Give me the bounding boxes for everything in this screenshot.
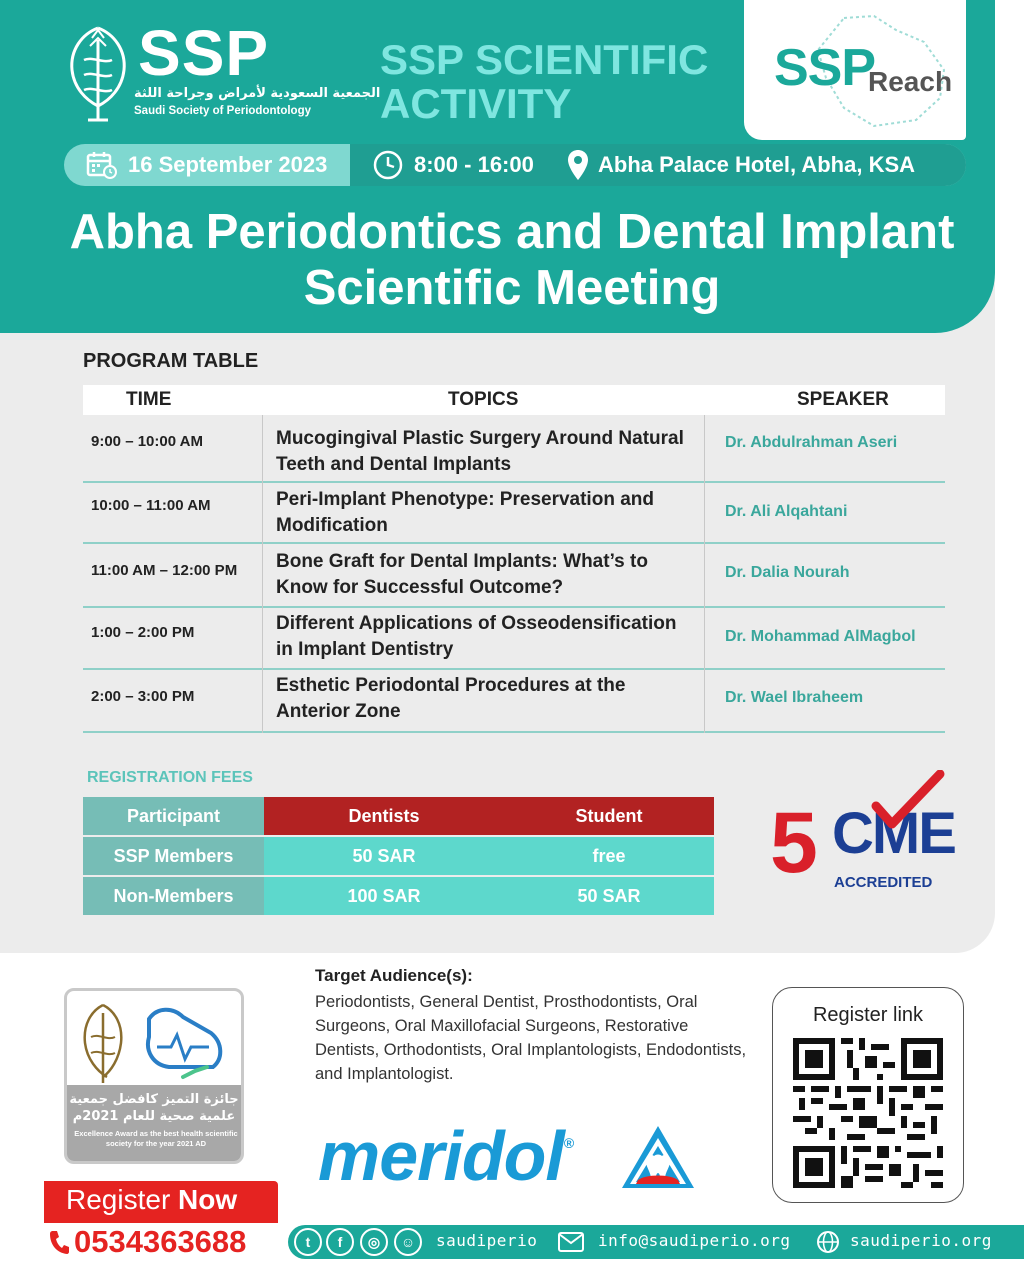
ssp-logo: [62, 17, 381, 135]
ssp-emblem-icon: [62, 20, 134, 130]
cme-word: CME: [832, 801, 955, 866]
header-time: TIME: [126, 389, 172, 410]
event-title: Abha Periodontics and Dental Implant Scientific Meeting: [69, 205, 955, 315]
table-row: [83, 544, 945, 608]
ssp-reach-logo: [744, 0, 966, 140]
row-time: 2:00 – 3:00 PM: [91, 688, 195, 705]
fee-header-student: Student: [504, 797, 714, 835]
phone-icon: [48, 1229, 70, 1255]
award-arabic: جائزة التميز كافضل جمعية علمية صحية للعام 2021م: [69, 1092, 239, 1124]
location-pin-icon: [566, 148, 590, 182]
award-logos-icon: [73, 997, 237, 1085]
row-topic: Different Applications of Osseodensification in Implant Dentistry: [276, 613, 677, 660]
tooth-triangle-icon: [620, 1124, 696, 1190]
registration-fees-label: REGISTRATION FEES: [87, 769, 253, 786]
fee-dentists: 50 SAR: [264, 837, 504, 875]
mail-icon: [558, 1232, 584, 1252]
row-speaker: Dr. Abdulrahman Aseri: [725, 434, 898, 451]
register-qr-box[interactable]: [772, 987, 964, 1203]
snapchat-icon[interactable]: ☺: [394, 1228, 422, 1256]
row-speaker: Dr. Mohammad AlMagbol: [725, 628, 916, 645]
row-topic: Peri-Implant Phenotype: Preservation and Modification: [276, 489, 654, 536]
row-speaker: Dr. Wael Ibraheem: [725, 689, 864, 706]
program-table: [83, 385, 945, 733]
row-time: 9:00 – 10:00 AM: [91, 433, 204, 450]
fee-participant: Non-Members: [83, 877, 264, 915]
fee-participant: SSP Members: [83, 837, 264, 875]
excellence-award-badge: [64, 988, 244, 1164]
fee-student: free: [504, 837, 714, 875]
website-link[interactable]: saudiperio.org: [850, 1231, 992, 1250]
phone-text: 0534363688: [74, 1224, 247, 1259]
target-audience-title: Target Audience(s):: [315, 966, 473, 985]
table-row: [83, 670, 945, 733]
email-link[interactable]: info@saudiperio.org: [598, 1231, 791, 1250]
fee-header-dentists: Dentists: [264, 797, 504, 835]
checkmark-icon: [870, 770, 946, 836]
row-time: 10:00 – 11:00 AM: [91, 497, 211, 514]
instagram-icon[interactable]: ◎: [360, 1228, 388, 1256]
ssp-english-name: Saudi Society of Periodontology: [134, 105, 311, 117]
fee-header-row: [83, 797, 714, 837]
register-now-label: [66, 1184, 237, 1216]
event-time: 8:00 - 16:00: [414, 152, 534, 177]
globe-icon: [816, 1230, 840, 1254]
header-banner: [0, 0, 995, 333]
register-link-label: Register link: [812, 1004, 924, 1026]
row-speaker: Dr. Ali Alqahtani: [725, 503, 848, 520]
table-row: [83, 608, 945, 670]
row-topic: Esthetic Periodontal Procedures at the Anterior Zone: [276, 675, 626, 722]
header-speaker: SPEAKER: [797, 389, 889, 410]
event-info-bar: [64, 144, 966, 186]
ssp-arabic-name: الجمعية السعودية لأمراض وجراحة اللثة: [134, 86, 381, 101]
row-topic: Mucogingival Plastic Surgery Around Natural Teeth and Dental Implants: [276, 428, 684, 475]
row-speaker: Dr. Dalia Nourah: [725, 564, 850, 581]
program-table-header: [83, 385, 945, 415]
social-bar: [288, 1225, 1024, 1259]
award-english: Excellence Award as the best health scientific society for the year 2021 AD: [74, 1129, 238, 1148]
reach-main: SSP: [774, 39, 876, 97]
meridol-logo: [318, 1116, 573, 1196]
meridol-name: meridol: [318, 1117, 564, 1195]
meridol-mark-symbol: ®: [563, 1135, 574, 1151]
ssp-abbr: SSP: [138, 17, 270, 89]
row-time: 11:00 AM – 12:00 PM: [91, 562, 238, 579]
fee-row-members: [83, 837, 714, 877]
fee-row-nonmembers: [83, 877, 714, 917]
cme-accredited: ACCREDITED: [834, 874, 933, 891]
calendar-icon: [86, 150, 118, 180]
cme-number: 5: [770, 795, 818, 891]
register-label-bold: Now: [178, 1184, 238, 1215]
target-audience-text: Periodontists, General Dentist, Prosthodontists, Oral Surgeons, Oral Maxillofacial Surgeons, Restorative Dentists, Orthodontists, Oral Implantologists, Endodontists, and Implantologist.: [315, 993, 747, 1083]
register-label-regular: Register: [66, 1184, 179, 1215]
twitter-icon[interactable]: t: [294, 1228, 322, 1256]
row-time: 1:00 – 2:00 PM: [91, 624, 195, 641]
fee-student: 50 SAR: [504, 877, 714, 915]
registration-fees-table: [83, 797, 714, 917]
phone-number[interactable]: [48, 1224, 246, 1260]
register-now-button[interactable]: [44, 1181, 278, 1223]
fee-dentists: 100 SAR: [264, 877, 504, 915]
row-topic: Bone Graft for Dental Implants: What’s to Know for Successful Outcome?: [276, 551, 648, 598]
table-row: [83, 415, 945, 483]
reach-sub: Reach: [868, 66, 953, 97]
activity-title: SSP SCIENTIFIC ACTIVITY: [380, 36, 709, 127]
fee-header-participant: Participant: [83, 797, 264, 835]
social-handle[interactable]: saudiperio: [436, 1231, 538, 1250]
event-location: Abha Palace Hotel, Abha, KSA: [598, 152, 916, 177]
column-divider: [704, 415, 705, 733]
cme-badge: [770, 770, 960, 900]
column-divider: [262, 415, 263, 733]
table-row: [83, 483, 945, 544]
program-table-label: PROGRAM TABLE: [83, 350, 259, 372]
facebook-icon[interactable]: f: [326, 1228, 354, 1256]
event-date: 16 September 2023: [128, 152, 328, 177]
clock-icon: [372, 149, 404, 181]
qr-code[interactable]: [793, 1038, 943, 1188]
header-topics: TOPICS: [448, 389, 519, 410]
